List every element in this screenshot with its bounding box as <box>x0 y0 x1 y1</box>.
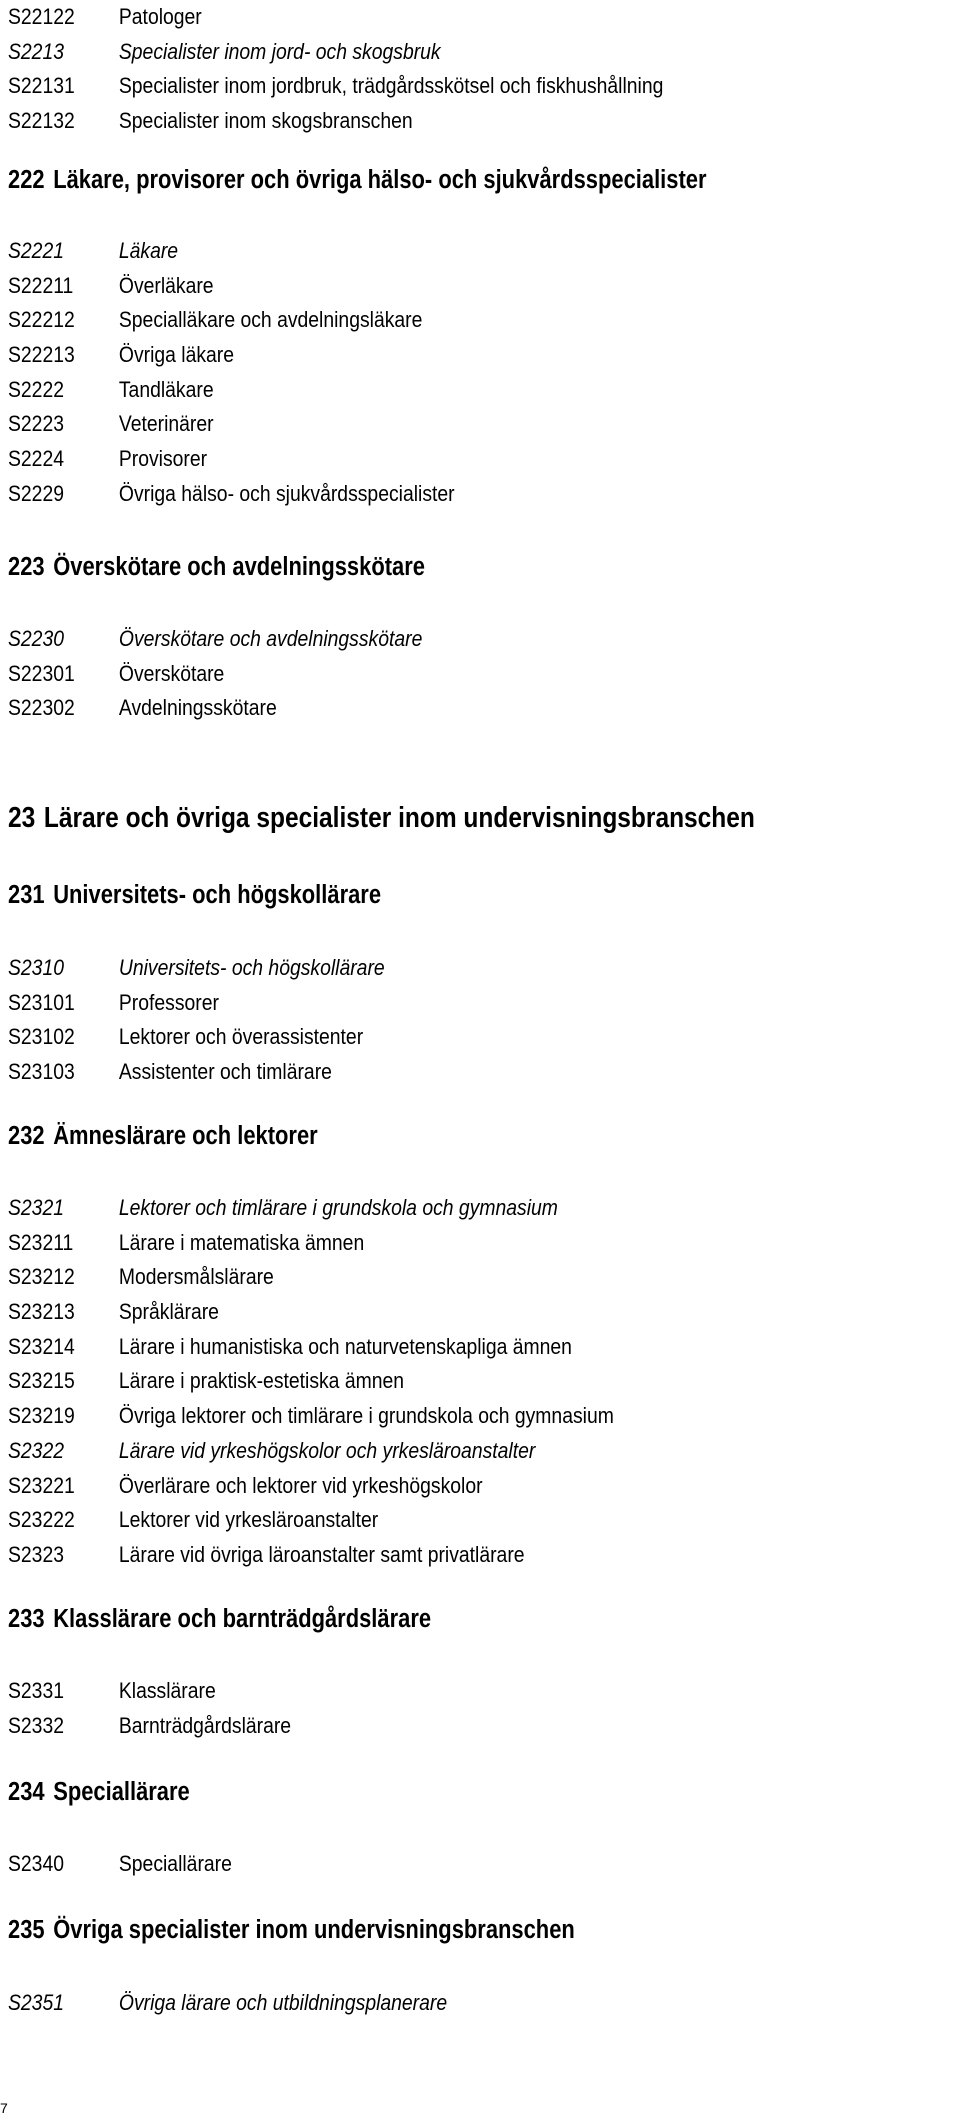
occupation-label: Speciallärare <box>118 1851 232 1876</box>
list-item <box>8 338 455 373</box>
occupation-code: S22213 <box>8 342 75 368</box>
occupation-label: Klasslärare <box>118 1678 216 1703</box>
occupation-code: S2322 <box>8 1437 64 1463</box>
occupation-code: S2230 <box>8 626 64 651</box>
occupation-label: Läkare <box>118 238 179 263</box>
occupation-code: S22211 <box>8 272 74 298</box>
list-item <box>8 1986 447 2021</box>
occupation-label: Assistenter och timlärare <box>118 1059 332 1085</box>
occupation-label: Lärare i praktisk-estetiska ämnen <box>118 1368 405 1394</box>
section-number: 232 <box>8 1122 45 1150</box>
list-item <box>8 373 455 408</box>
occupation-code: S23102 <box>8 1024 75 1050</box>
list-item <box>8 1226 614 1261</box>
occupation-label: Överskötare och avdelningsskötare <box>118 626 423 651</box>
occupation-code: S23101 <box>8 989 75 1015</box>
occupation-code: S2221 <box>8 238 64 263</box>
occupation-code: S23219 <box>8 1403 75 1429</box>
list-item <box>8 1260 614 1295</box>
list-item <box>8 1191 614 1226</box>
section-title: Klasslärare och barnträdgårdslärare <box>53 1605 432 1633</box>
section-number: 235 <box>8 1916 45 1944</box>
section-heading <box>8 802 755 835</box>
occupation-label: Barnträdgårdslärare <box>118 1712 292 1738</box>
occupation-label: Patologer <box>118 4 202 29</box>
list-item <box>8 442 455 477</box>
occupation-code: S23215 <box>8 1368 75 1394</box>
occupation-code: S2340 <box>8 1851 64 1876</box>
occupation-code: S22212 <box>8 307 75 333</box>
section-heading <box>8 1605 431 1634</box>
occupation-label: Språklärare <box>118 1299 219 1325</box>
occupation-code: S23214 <box>8 1333 75 1359</box>
list-item <box>8 0 663 35</box>
section-number: 233 <box>8 1605 45 1633</box>
section-title: Lärare och övriga specialister inom undervisningsbranschen <box>43 802 755 834</box>
occupation-label: Specialister inom skogsbranschen <box>118 108 413 134</box>
list-item <box>8 1330 614 1365</box>
occupation-code: S22301 <box>8 660 75 686</box>
occupation-code: S23211 <box>8 1229 74 1255</box>
section <box>8 951 436 1090</box>
section-number: 23 <box>8 802 36 834</box>
section-title: Läkare, provisorer och övriga hälso- och sjukvårdsspecialister <box>53 166 707 194</box>
occupation-label: Provisorer <box>118 446 208 472</box>
occupation-label: Modersmålslärare <box>118 1264 274 1290</box>
list-item <box>8 35 663 70</box>
list-item <box>8 1399 614 1434</box>
occupation-label: Lärare vid övriga läroanstalter samt privatlärare <box>118 1541 525 1567</box>
occupation-code: S2222 <box>8 376 64 402</box>
section-heading <box>8 166 706 195</box>
list-item <box>8 477 455 512</box>
list-item <box>8 691 422 726</box>
occupation-code: S22131 <box>8 73 75 99</box>
section-title: Speciallärare <box>53 1778 190 1806</box>
occupation-label: Veterinärer <box>118 411 214 437</box>
occupation-label: Tandläkare <box>118 376 214 402</box>
section-number: 234 <box>8 1778 45 1806</box>
list-item <box>8 104 663 139</box>
occupation-label: Lärare vid yrkeshögskolor och yrkesläroanstalter <box>118 1437 536 1463</box>
list-item <box>8 657 422 692</box>
occupation-label: Överlärare och lektorer vid yrkeshögskolor <box>118 1472 483 1498</box>
section-heading <box>8 1122 318 1151</box>
occupation-label: Avdelningsskötare <box>118 695 277 721</box>
occupation-label: Övriga läkare <box>118 342 235 368</box>
section-heading <box>8 1916 575 1945</box>
list-item <box>8 1364 614 1399</box>
occupation-label: Övriga lektorer och timlärare i grundskola och gymnasium <box>118 1403 614 1429</box>
occupation-code: S23213 <box>8 1299 75 1325</box>
occupation-code: S2323 <box>8 1541 64 1567</box>
list-item <box>8 1434 614 1469</box>
occupation-code: S23222 <box>8 1507 75 1533</box>
occupation-code: S2213 <box>8 38 64 64</box>
list-item <box>8 269 455 304</box>
section-number: 231 <box>8 881 45 909</box>
section-title: Universitets- och högskollärare <box>53 881 382 909</box>
list-item <box>8 303 455 338</box>
occupation-code: S22122 <box>8 4 75 29</box>
occupation-code: S2321 <box>8 1195 64 1220</box>
section-title: Överskötare och avdelningsskötare <box>53 553 425 581</box>
list-item <box>8 1674 291 1709</box>
occupation-code: S22302 <box>8 695 75 721</box>
list-item <box>8 1538 614 1573</box>
occupation-code: S23212 <box>8 1264 75 1290</box>
occupation-label: Specialister inom jord- och skogsbruk <box>118 38 441 64</box>
section-title: Ämneslärare och lektorer <box>53 1122 318 1150</box>
section <box>8 234 516 512</box>
occupation-label: Lektorer och överassistenter <box>118 1024 364 1050</box>
occupation-label: Överskötare <box>118 660 225 686</box>
list-item <box>8 951 385 986</box>
occupation-label: Övriga lärare och utbildningsplanerare <box>118 1990 448 2015</box>
occupation-label: Överläkare <box>118 272 214 298</box>
occupation-label: Specialläkare och avdelningsläkare <box>118 307 423 333</box>
list-item <box>8 234 455 269</box>
section-title: Övriga specialister inom undervisningsbranschen <box>53 1916 575 1944</box>
occupation-label: Lärare i humanistiska och naturvetenskapliga ämnen <box>118 1333 572 1359</box>
section <box>8 622 479 726</box>
list-item <box>8 1503 614 1538</box>
occupation-label: Specialister inom jordbruk, trädgårdsskötsel och fiskhushållning <box>118 73 664 99</box>
section-heading <box>8 553 425 582</box>
occupation-label: Lektorer och timlärare i grundskola och gymnasium <box>118 1195 558 1220</box>
list-item <box>8 1469 614 1504</box>
list-item <box>8 1055 385 1090</box>
occupation-code: S2310 <box>8 955 64 980</box>
list-item <box>8 69 663 104</box>
occupation-code: S2223 <box>8 411 64 437</box>
list-item <box>8 407 455 442</box>
section <box>8 1986 507 2021</box>
occupation-code: S2229 <box>8 480 64 506</box>
occupation-code: S2332 <box>8 1712 64 1738</box>
section <box>8 1847 262 1882</box>
occupation-label: Lärare i matematiska ämnen <box>118 1229 365 1255</box>
list-item <box>8 1295 614 1330</box>
occupation-code: S23103 <box>8 1059 75 1085</box>
section-heading <box>8 1778 190 1807</box>
section-heading <box>8 881 381 910</box>
occupation-label: Lektorer vid yrkesläroanstalter <box>118 1507 379 1533</box>
section <box>8 1674 330 1743</box>
page-number: 7 <box>0 2100 8 2116</box>
occupation-code: S2224 <box>8 446 64 472</box>
list-item <box>8 1847 232 1882</box>
list-item <box>8 622 422 657</box>
list-item <box>8 1709 291 1744</box>
occupation-label: Övriga hälso- och sjukvårdsspecialister <box>118 480 455 506</box>
occupation-code: S2351 <box>8 1990 64 2015</box>
section <box>8 1191 696 1573</box>
list-item <box>8 986 385 1021</box>
occupation-label: Universitets- och högskollärare <box>118 955 385 980</box>
section <box>8 0 753 139</box>
occupation-code: S2331 <box>8 1678 64 1703</box>
occupation-label: Professorer <box>118 989 219 1015</box>
list-item <box>8 1020 385 1055</box>
section-number: 223 <box>8 553 45 581</box>
occupation-code: S22132 <box>8 108 75 134</box>
occupation-code: S23221 <box>8 1472 75 1498</box>
section-number: 222 <box>8 166 45 194</box>
